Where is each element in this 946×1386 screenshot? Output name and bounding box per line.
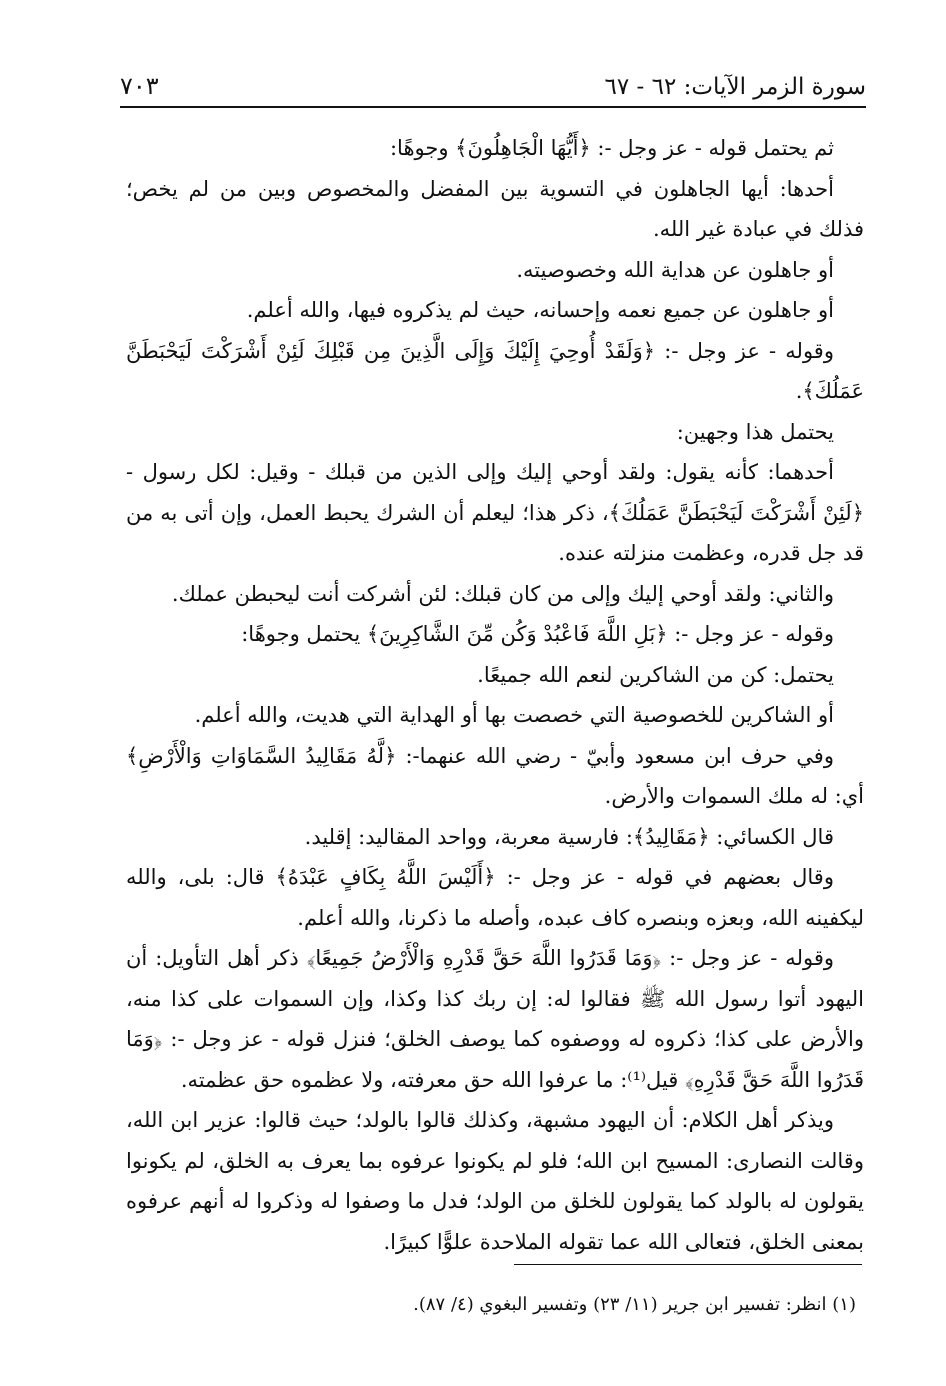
body-text — [126, 128, 864, 1262]
paragraph: وقوله - عز وجل -: ﴿بَلِ اللَّهَ فَاعْبُدْ وَكُن مِّنَ الشَّاكِرِينَ﴾ يحتمل وجوهًا: — [241, 622, 834, 646]
paragraph: أو الشاكرين للخصوصية التي خصصت بها أو الهداية التي هديت، والله أعلم. — [194, 703, 834, 727]
paragraph: وقوله - عز وجل -: ﴿وَلَقَدْ أُوحِيَ إِلَيْكَ وَإِلَى الَّذِينَ مِن قَبْلِكَ لَئِنْ أَشْرَكْتَ لَيَحْبَطَنَّ عَمَلُكَ﴾. — [126, 338, 864, 403]
running-title: سورة الزمر الآيات: ٦٢ - ٦٧ — [604, 74, 866, 100]
paragraph: يحتمل هذا وجهين: — [676, 419, 834, 444]
paragraph: ثم يحتمل قوله - عز وجل -: ﴿أَيُّهَا الْجَاهِلُونَ﴾ وجوهًا: — [389, 136, 834, 160]
paragraph: قال الكسائي: ﴿مَقَالِيدُ﴾: فارسية معربة، وواحد المقاليد: إقليد. — [304, 824, 834, 849]
page-number: ٧٠٣ — [120, 72, 159, 100]
footnote: (١) انظر: تفسير ابن جرير (١١/ ٢٣) وتفسير البغوي (٤/ ٨٧). — [413, 1294, 856, 1315]
paragraph: أحدها: أيها الجاهلون في التسوية بين المفضل والمخصوص وبين من لم يخص؛ فذلك في عبادة غير الله. — [126, 176, 864, 241]
paragraph: وقال بعضهم في قوله - عز وجل -: ﴿أَلَيْسَ اللَّهُ بِكَافٍ عَبْدَهُ﴾ قال: بلى، والله ليكفينه الله، وبعزه وبنصره كاف عبده، وأصله ما ذكرنا، والله أعلم. — [126, 865, 864, 930]
paragraph: أحدهما: كأنه يقول: ولقد أوحي إليك وإلى الذين من قبلك - وقيل: لكل رسول - ﴿لَئِنْ أَشْرَكْتَ لَيَحْبَطَنَّ عَمَلُكَ﴾، ذكر هذا؛ ليعلم أن الشرك يحبط العمل، وإن أتى به من قد جل قدره، وعظمت منزلته عنده. — [126, 460, 864, 565]
paragraph: أو جاهلون عن جميع نعمه وإحسانه، حيث لم يذكروه فيها، والله أعلم. — [246, 298, 834, 322]
paragraph: ويذكر أهل الكلام: أن اليهود مشبهة، وكذلك قالوا بالولد؛ حيث قالوا: عزير ابن الله، وقالت النصارى: المسيح ابن الله؛ فلو لم يكونوا عرفوه بما يعرف به الخلق، لم يكونوا يقولون له بالولد كما يقولون للخلق من الولد؛ فدل ما وصفوا له وذكروا له أنهم عرفوه بمعنى الخلق، فتعالى الله عما تقوله الملاحدة علوًّا كبيرًا. — [126, 1108, 864, 1254]
paragraph: أو جاهلون عن هداية الله وخصوصيته. — [516, 257, 834, 282]
paragraph: والثاني: ولقد أوحي إليك وإلى من كان قبلك: لئن أشركت أنت ليحبطن عملك. — [171, 581, 834, 606]
header-rule — [120, 106, 866, 108]
footnote-separator — [514, 1264, 862, 1265]
paragraph: وقوله - عز وجل -: ﴿وَمَا قَدَرُوا اللَّهَ حَقَّ قَدْرِهِ وَالْأَرْضُ جَمِيعًا﴾ ذكر أهل التأويل: أن اليهود أتوا رسول الله ﷺ فقالوا له: إن ربك كذا وكذا، وإن السموات على كذا منه، والأرض على كذا؛ ذكروه له ووصفوه كما يوصف الخلق؛ فنزل قوله - عز وجل -: ﴿وَمَا قَدَرُوا اللَّهَ حَقَّ قَدْرِهِ﴾ قيل⁽¹⁾: ما عرفوا الله حق معرفته، ولا عظموه حق عظمته. — [126, 946, 864, 1092]
paragraph: وفي حرف ابن مسعود وأبيّ - رضي الله عنهما-: ﴿لَّهُ مَقَالِيدُ السَّمَاوَاتِ وَالْأَرْضِ﴾ أي: له ملك السموات والأرض. — [126, 743, 864, 808]
page-header — [120, 56, 866, 100]
paragraph: يحتمل: كن من الشاكرين لنعم الله جميعًا. — [477, 662, 834, 687]
